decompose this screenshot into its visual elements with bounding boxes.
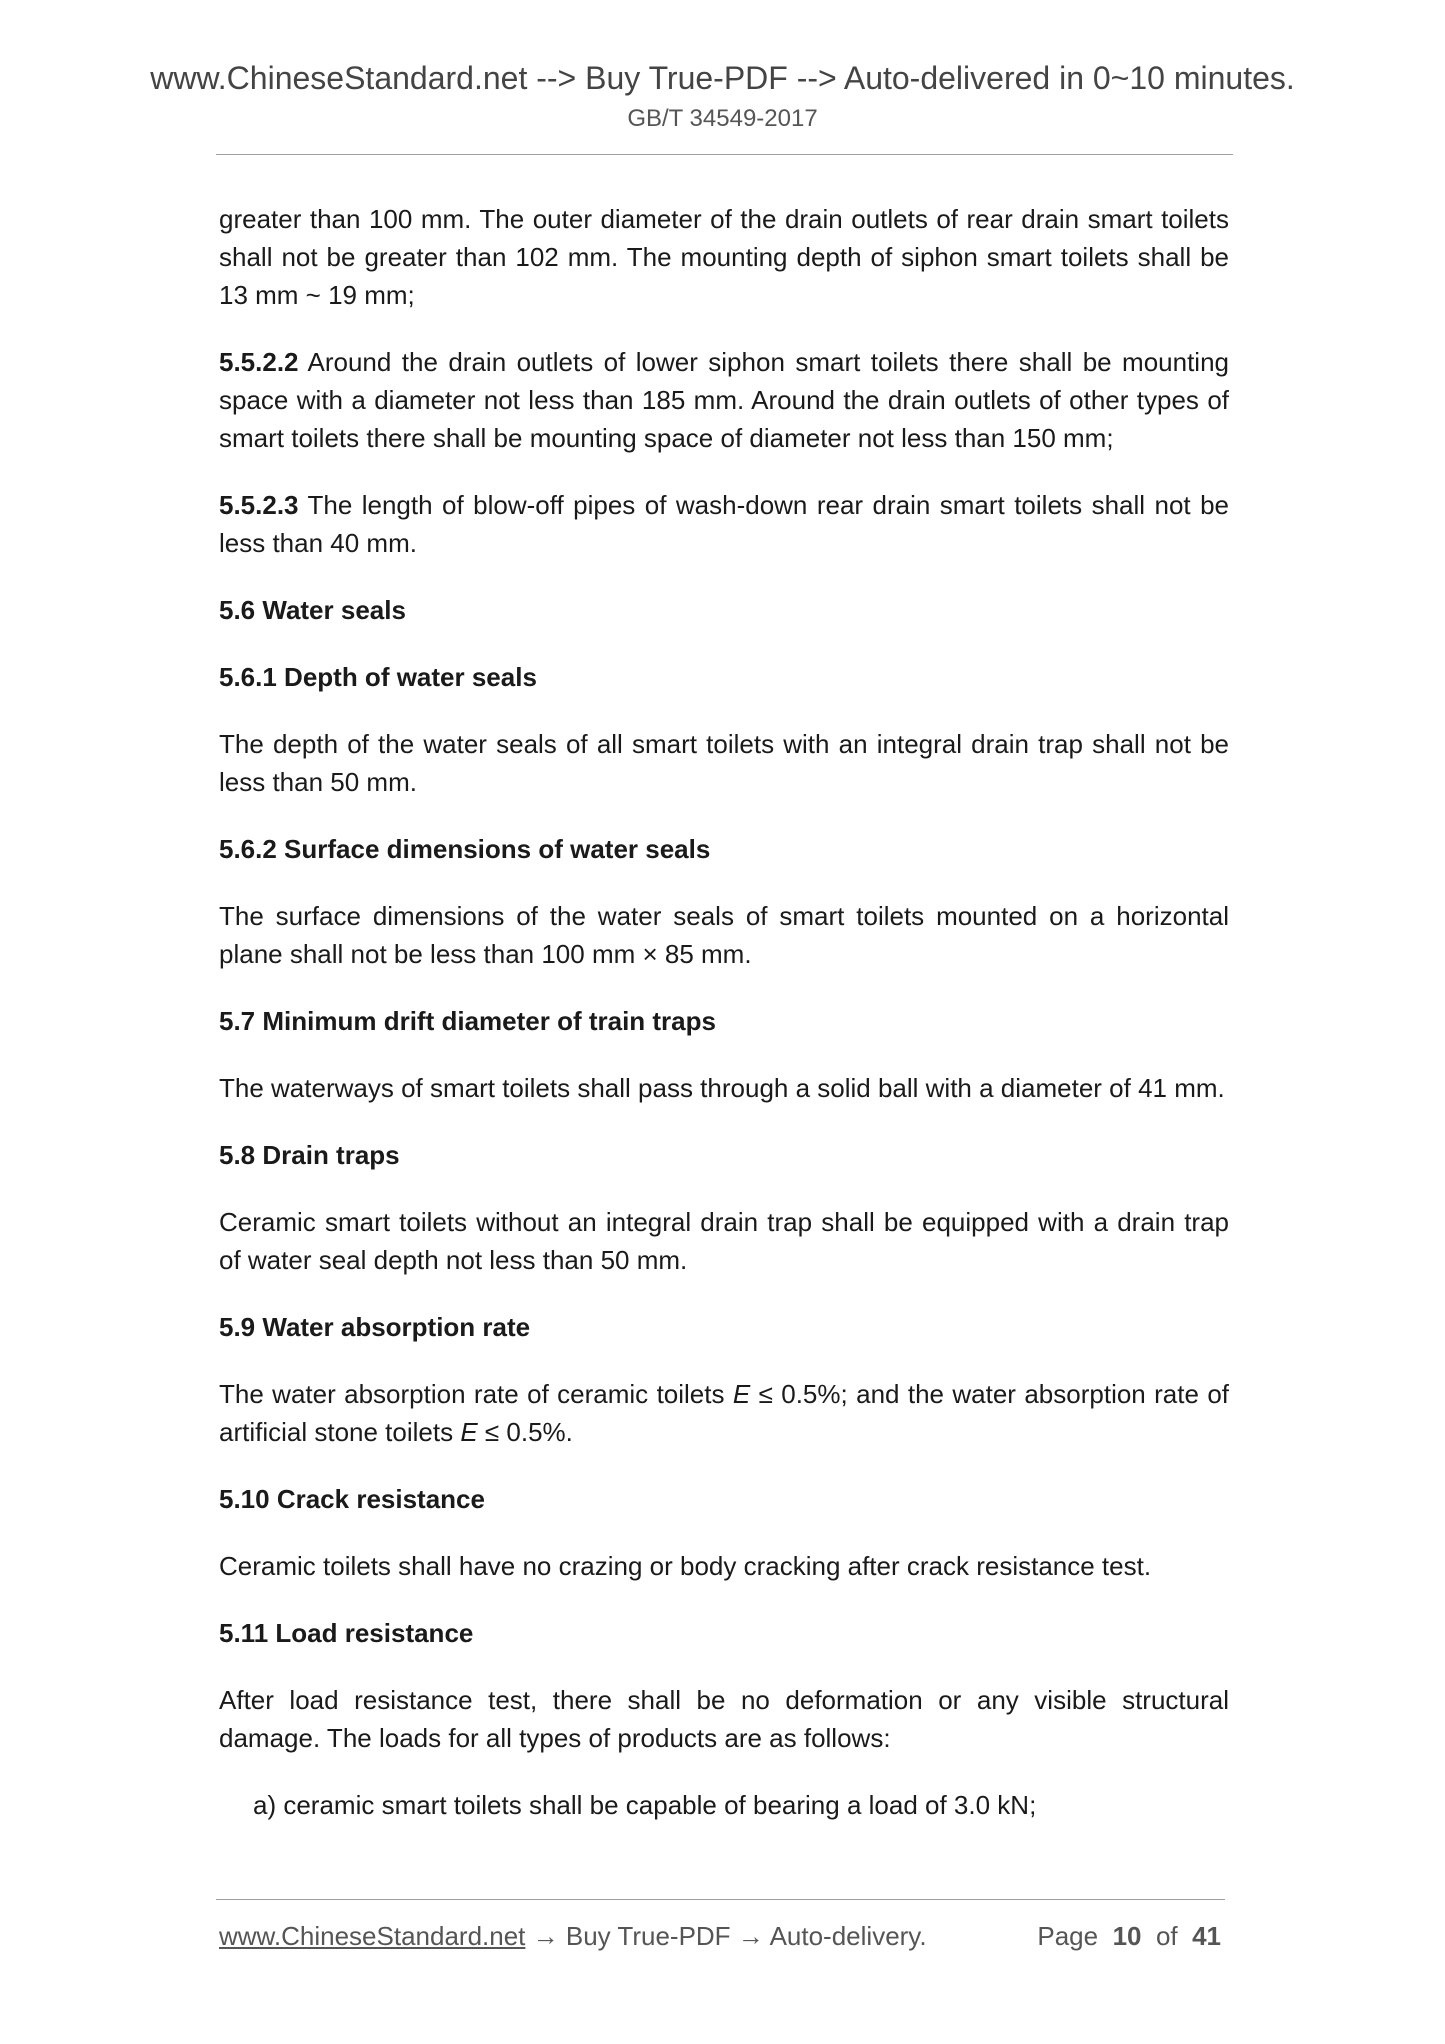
paragraph-5-6-2: The surface dimensions of the water seals of smart toilets mounted on a horizontal plane shall not be less than 100 mm × 85 mm. xyxy=(219,901,1229,969)
header-divider xyxy=(216,154,1233,155)
paragraph-5-9 xyxy=(219,1375,1229,1451)
text-run: ≤ 0.5%; and the water absorption rate of artificial stone toilets xyxy=(219,1379,1230,1447)
page-indicator xyxy=(1037,1919,1221,1953)
standard-code: GB/T 34549-2017 xyxy=(627,105,818,132)
clause-text: The length of blow-off pipes of wash-down rear drain smart toilets shall not be less than 40 mm. xyxy=(219,490,1229,558)
paragraph-5-6-1: The depth of the water seals of all smart toilets with an integral drain trap shall not be less than 50 mm. xyxy=(219,729,1229,797)
text-run: ≤ 0.5%. xyxy=(477,1417,573,1447)
list-item-a: a) ceramic smart toilets shall be capable of bearing a load of 3.0 kN; xyxy=(253,1790,1037,1820)
page-current: 10 xyxy=(1112,1921,1142,1951)
text-run: The water absorption rate of ceramic toilets xyxy=(219,1379,733,1409)
heading-5-9: 5.9 Water absorption rate xyxy=(219,1312,531,1342)
heading-5-10: 5.10 Crack resistance xyxy=(219,1484,485,1514)
paragraph-5-10: Ceramic toilets shall have no crazing or body cracking after crack resistance test. xyxy=(219,1551,1152,1581)
paragraph-5-8: Ceramic smart toilets without an integral drain trap shall be equipped with a drain trap of water seal depth not less than 50 mm. xyxy=(219,1207,1229,1275)
heading-5-11: 5.11 Load resistance xyxy=(219,1618,474,1648)
symbol-e: E xyxy=(460,1417,478,1447)
heading-5-6: 5.6 Water seals xyxy=(219,595,406,625)
page-label: Page xyxy=(1037,1921,1099,1951)
page-footer xyxy=(219,1919,1229,1953)
paragraph-5-11: After load resistance test, there shall be no deformation or any visible structural damage. The loads for all types of products are as follows: xyxy=(219,1685,1229,1753)
clause-number: 5.5.2.3 xyxy=(219,490,299,520)
clause-5-5-2-2 xyxy=(219,343,1229,457)
document-body xyxy=(219,200,1229,1824)
heading-5-6-2: 5.6.2 Surface dimensions of water seals xyxy=(219,834,711,864)
heading-5-7: 5.7 Minimum drift diameter of train traps xyxy=(219,1006,716,1036)
symbol-e: E xyxy=(732,1379,751,1409)
heading-5-6-1: 5.6.1 Depth of water seals xyxy=(219,662,537,692)
clause-number: 5.5.2.2 xyxy=(219,347,299,377)
footer-tagline: → Buy True-PDF → Auto-delivery. xyxy=(525,1921,927,1951)
clause-text: Around the drain outlets of lower siphon smart toilets there shall be mounting space with a diameter not less than 185 mm. Around the drain outlets of other types of smart toilets there shall be mounting space of diameter not less than 150 mm; xyxy=(219,347,1229,453)
of-label: of xyxy=(1155,1921,1178,1951)
footer-site-link[interactable]: www.ChineseStandard.net xyxy=(219,1921,526,1951)
paragraph-5-7: The waterways of smart toilets shall pass through a solid ball with a diameter of 41 mm. xyxy=(219,1073,1225,1103)
clause-5-5-2-3 xyxy=(219,486,1229,562)
heading-5-8: 5.8 Drain traps xyxy=(219,1140,400,1170)
footer-divider xyxy=(216,1899,1225,1900)
top-banner: www.ChineseStandard.net --> Buy True-PDF --> Auto-delivered in 0~10 minutes. xyxy=(150,60,1295,96)
page-total: 41 xyxy=(1192,1921,1221,1951)
paragraph-continuation: greater than 100 mm. The outer diameter of the drain outlets of rear drain smart toilets shall not be greater than 102 mm. The mounting depth of siphon smart toilets shall be 13 mm ~ 19 mm; xyxy=(219,204,1229,310)
